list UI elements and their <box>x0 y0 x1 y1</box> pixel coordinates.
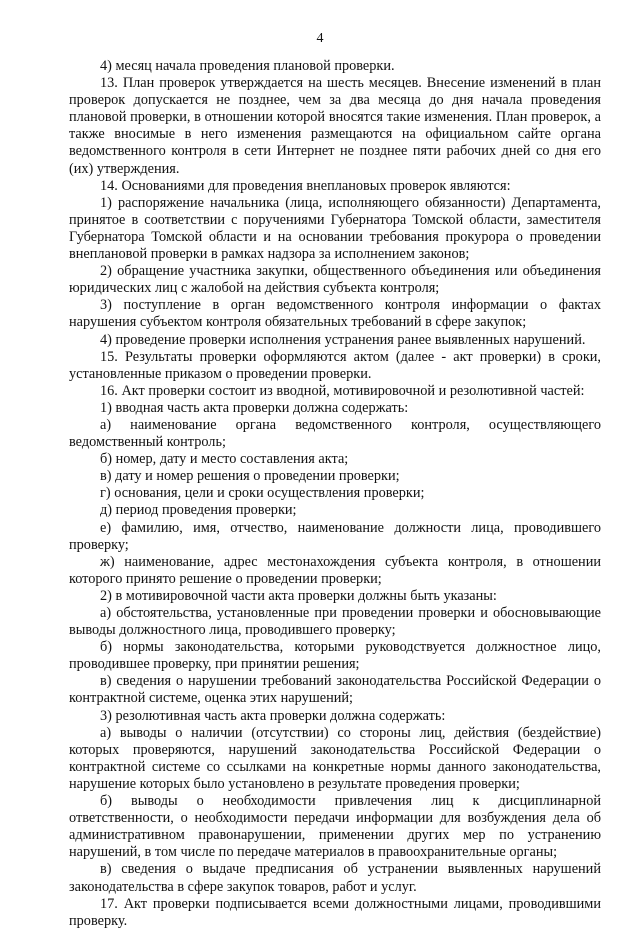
paragraph-14-item-2: 2) обращение участника закупки, общественного объединения или объединения юридических лиц с жалобой на действия субъекта контроля; <box>69 263 601 297</box>
paragraph-16-2-b: б) нормы законодательства, которыми руководствуется должностное лицо, проводившее проверку, при принятии решения; <box>69 639 601 673</box>
paragraph-16-item-1: 1) вводная часть акта проверки должна содержать: <box>100 399 409 416</box>
paragraph-16-1-e: е) фамилию, имя, отчество, наименование должности лица, проводившего проверку; <box>69 519 601 553</box>
paragraph-14-item-3: 3) поступление в орган ведомственного контроля информации о фактах нарушения субъектом контроля обязательных требований в сфере закупок; <box>69 297 601 331</box>
paragraph-16: 16. Акт проверки состоит из вводной, мотивировочной и резолютивной частей: <box>100 382 585 399</box>
paragraph-16-1-a: а) наименование органа ведомственного контроля, осуществляющего ведомственный контроль; <box>69 416 601 451</box>
paragraph-14-item-1: 1) распоряжение начальника (лица, исполняющего обязанности) Департамента, принятое в соответствии с поручениями Губернатора Томской области, заместителя Губернатора Томской области и на основании требования прокурора о проведении внеплановой проверки в рамках надзора за исполнением законов; <box>69 194 601 263</box>
document-body <box>69 58 601 930</box>
paragraph-14: 14. Основаниями для проведения внеплановых проверок являются: <box>100 177 511 194</box>
page-number: 4 <box>316 31 324 46</box>
paragraph-16-1-d: д) период проведения проверки; <box>100 502 297 519</box>
paragraph-17: 17. Акт проверки подписывается всеми должностными лицами, проводившими проверку. <box>69 895 601 929</box>
paragraph-13: 13. План проверок утверждается на шесть месяцев. Внесение изменений в план проверок допускается не позднее, чем за два месяца до дня начала проведения плановой проверки, в отношении которой вносятся такие изменения. План проверок, а также вносимые в него изменения размещаются на официальном сайте органа ведомственного контроля в сети Интернет не позднее пяти рабочих дней со дня его (их) утверждения. <box>69 75 601 177</box>
paragraph-16-3-b: б) выводы о необходимости привлечения лиц к дисциплинарной ответственности, о необходимости передачи информации для возбуждения дела об административном правонарушении, применении других мер по устранению нарушений, в том числе по передаче материалов в правоохранительные органы; <box>69 793 601 861</box>
paragraph-16-1-g: г) основания, цели и сроки осуществления проверки; <box>100 485 425 502</box>
paragraph-15: 15. Результаты проверки оформляются актом (далее - акт проверки) в сроки, установленные приказом о проведении проверки. <box>69 348 601 382</box>
paragraph-16-3-v: в) сведения о выдаче предписания об устранении выявленных нарушений законодательства в сфере закупок товаров, работ и услуг. <box>69 861 601 895</box>
paragraph-16-2-a: а) обстоятельства, установленные при проведении проверки и обосновывающие выводы должностного лица, проводившего проверку; <box>69 605 601 639</box>
paragraph-16-item-2: 2) в мотивировочной части акта проверки должны быть указаны: <box>100 587 497 604</box>
paragraph-plan-item-4: 4) месяц начала проведения плановой проверки. <box>100 58 395 74</box>
paragraph-16-1-zh: ж) наименование, адрес местонахождения субъекта контроля, в отношении которого принято решение о проведении проверки; <box>69 553 601 587</box>
paragraph-16-2-v: в) сведения о нарушении требований законодательства Российской Федерации о контрактной системе, оценка этих нарушений; <box>69 673 601 707</box>
paragraph-16-item-3: 3) резолютивная часть акта проверки должна содержать: <box>100 707 446 724</box>
paragraph-16-1-v: в) дату и номер решения о проведении проверки; <box>100 468 400 485</box>
paragraph-16-1-b: б) номер, дату и место составления акта; <box>100 451 349 468</box>
paragraph-16-3-a: а) выводы о наличии (отсутствии) со стороны лиц, действия (бездействие) которых проверяются, нарушений законодательства Российской Федерации о контрактной системе со ссылками на конкретные нормы данного законодательства, нарушение которых было установлено в результате проведения проверки; <box>69 724 601 792</box>
paragraph-14-item-4: 4) проведение проверки исполнения устранения ранее выявленных нарушений. <box>100 331 586 348</box>
